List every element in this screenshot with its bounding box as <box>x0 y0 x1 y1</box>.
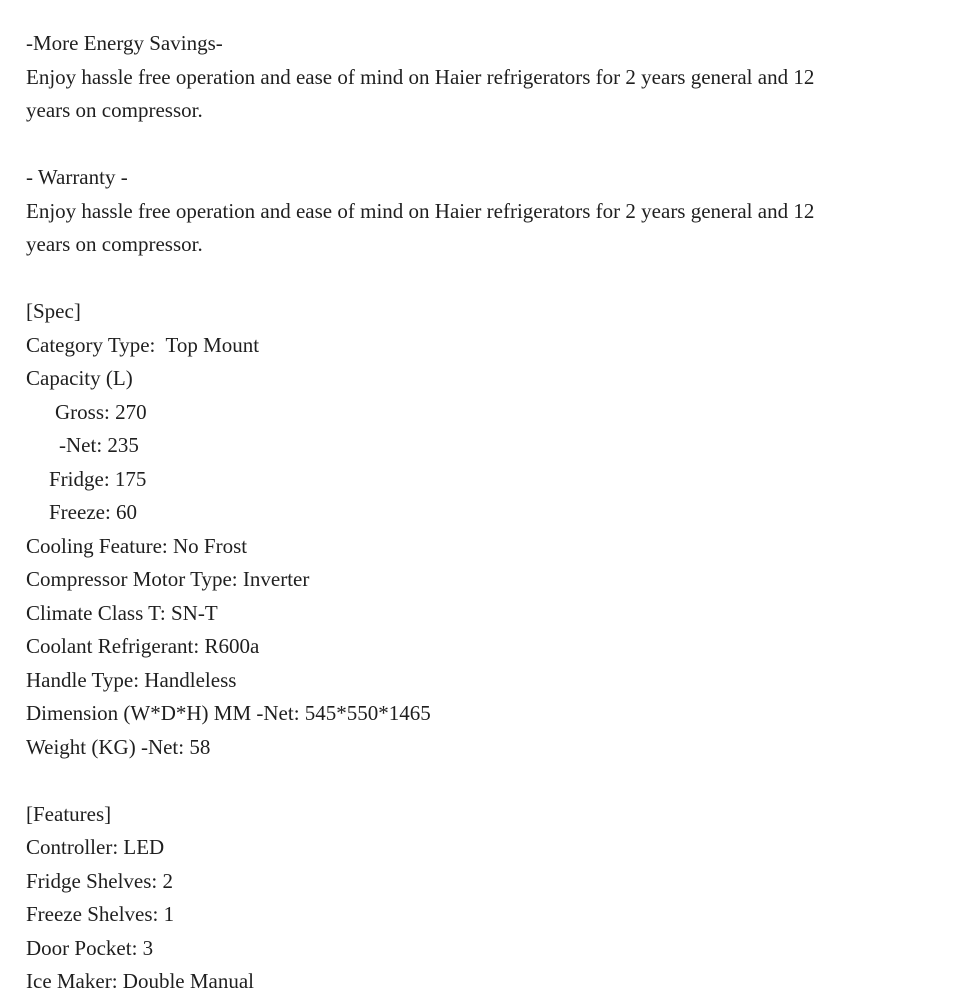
energy-savings-section <box>26 27 926 128</box>
spacer <box>26 128 926 162</box>
spec-capacity-fridge: Fridge: 175 <box>49 466 147 491</box>
energy-savings-text-line: years on compressor. <box>26 98 203 122</box>
spec-capacity-net: -Net: 235 <box>59 433 139 457</box>
feature-fridge-shelves: Fridge Shelves: 2 <box>26 868 173 893</box>
product-description <box>26 27 926 999</box>
spec-capacity-gross: Gross: 270 <box>55 399 147 424</box>
spec-dimension: Dimension (W*D*H) MM -Net: 545*550*1465 <box>26 701 431 725</box>
features-section <box>26 798 926 999</box>
warranty-heading: - Warranty - <box>26 165 128 189</box>
warranty-text-line: Enjoy hassle free operation and ease of mind on Haier refrigerators for 2 years general and 12 <box>26 198 815 223</box>
spec-climate-class: Climate Class T: SN-T <box>26 600 218 625</box>
energy-savings-heading: -More Energy Savings- <box>26 31 223 55</box>
feature-door-pocket: Door Pocket: 3 <box>26 935 154 960</box>
spec-cooling-feature: Cooling Feature: No Frost <box>26 533 248 558</box>
warranty-section <box>26 161 926 262</box>
spec-category-type: Category Type: Top Mount <box>26 332 260 357</box>
spacer <box>26 764 926 798</box>
feature-controller: Controller: LED <box>26 835 165 859</box>
feature-ice-maker: Ice Maker: Double Manual <box>26 969 254 993</box>
spec-coolant-refrigerant: Coolant Refrigerant: R600a <box>26 634 260 658</box>
spec-compressor-motor-type: Compressor Motor Type: Inverter <box>26 567 310 591</box>
features-heading: [Features] <box>26 801 112 826</box>
energy-savings-text-line: Enjoy hassle free operation and ease of mind on Haier refrigerators for 2 years general and 12 <box>26 64 815 89</box>
spec-section <box>26 295 926 764</box>
spec-capacity: Capacity (L) <box>26 366 133 390</box>
spec-capacity-freeze: Freeze: 60 <box>49 500 138 524</box>
spec-handle-type: Handle Type: Handleless <box>26 667 237 692</box>
spec-heading: [Spec] <box>26 299 81 323</box>
feature-freeze-shelves: Freeze Shelves: 1 <box>26 902 175 926</box>
warranty-text-line: years on compressor. <box>26 232 203 256</box>
spacer <box>26 262 926 296</box>
spec-weight: Weight (KG) -Net: 58 <box>26 734 211 759</box>
